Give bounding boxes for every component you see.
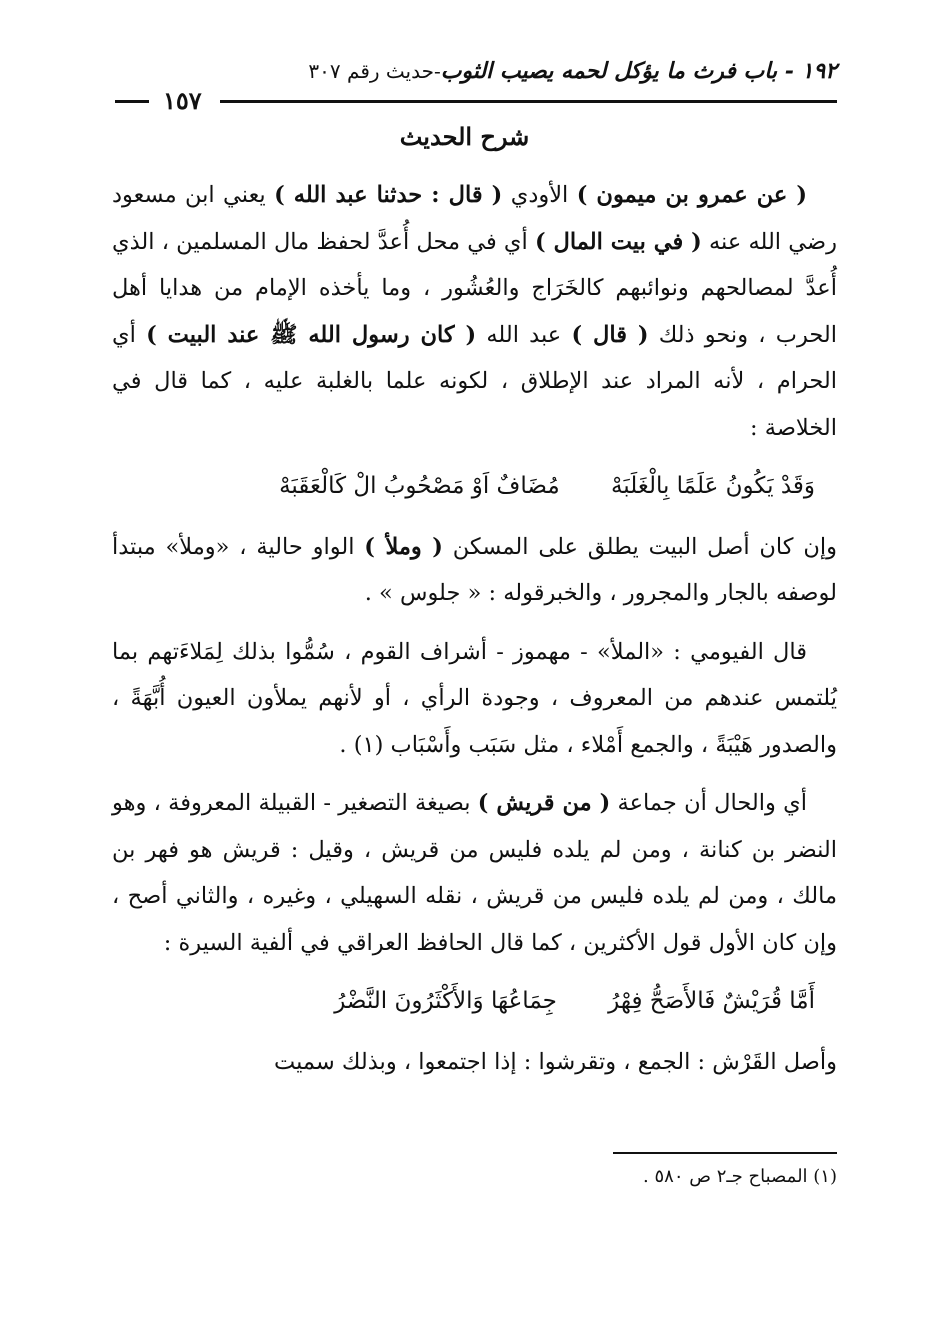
verse-2-first-hemistich: أَمَّا قُرَيْشٌ فَالأَصَحُّ فِهْرُ (608, 988, 815, 1014)
text-segment: وإن كان أصل البيت يطلق على المسكن (442, 533, 837, 560)
text-segment: عبد الله (476, 321, 572, 348)
text-segment: أي في محل أُعدَّ لحفظ مال المسلمين ، الذي أُعدَّ لمصالحهم ونوائبهم كالخَرَاج والعُشُور ، وما يأخذه الإمام من هدايا أهل الحرب ، ونحو ذلك (112, 228, 837, 348)
bold-segment: ( من قريش ) (477, 790, 611, 816)
bold-segment: ( قال ) (571, 321, 649, 348)
section-title: شرح الحديث (399, 122, 530, 151)
verse-2-second-hemistich: جِمَاعُهَا وَالأَكْثَرُونَ النَّضْرُ (334, 988, 557, 1014)
hadith-reference: -حديث رقم ٣٠٧ (308, 59, 441, 83)
chapter-title-text: ١٩٢ - باب فرث ما يؤكل لحمه يصيب الثوب (440, 58, 837, 84)
bold-segment: ( كان رسول الله ﷺ عند البيت ) (146, 321, 477, 348)
chapter-title (308, 58, 837, 84)
text-segment: وأصل القَرْش : الجمع ، وتقرشوا : إذا اجتمعوا ، وبذلك سميت (274, 1048, 837, 1075)
header-rule (220, 100, 837, 103)
footnote-rule (613, 1152, 837, 1154)
page-number: ١٥٧ (155, 86, 210, 115)
paragraph-5 (112, 1039, 837, 1086)
verse-2 (112, 978, 837, 1025)
paragraph-2 (112, 524, 837, 617)
verse-1-second-hemistich: مُضَافٌ اَوْ مَصْحُوبُ الْ كَالْعَقَبَهْ (279, 473, 560, 499)
text-segment: بصيغة التصغير - القبيلة المعروفة ، وهو النضر بن كنانة ، ومن لم يلده فليس من قريش ، وقيل : قريش هو فهر بن مالك ، ومن لم يلده فليس من قريش ، نقله السهيلي ، وغيره ، والثاني أصح ، وإن كان الأول قول الأكثرين ، كما قال الحافظ العراقي في ألفية السيرة : (112, 790, 837, 956)
page-number-dash (115, 100, 149, 103)
bold-segment: ( في بيت المال ) (534, 228, 702, 255)
bold-segment: ( عن عمرو بن ميمون ) (576, 182, 807, 208)
text-segment: قال الفيومي : «الملأ» - مهموز - أشراف القوم ، سُمُّوا بذلك لِمَلاءَتهم بما يُلتمس عندهم من المعروف ، وجودة الرأي ، أو لأنهم يملأون العيون أُبَّهَةً ، والصدور هَيْبَةً ، والجمع أَمْلاء ، مثل سَبَب وأَسْبَاب (١) . (112, 638, 837, 758)
text-segment: الأودي (502, 182, 577, 208)
text-segment: الواو حالية ، «وملأ» مبتدأ لوصفه بالجار والمجرور ، والخبرقوله : « جلوس » . (112, 533, 837, 606)
bold-segment: ( قال : حدثنا عبد الله ) (274, 182, 503, 208)
text-segment: أي الحرام ، لأنه المراد عند الإطلاق ، لكونه علما بالغلبة عليه ، كما قال في الخلاصة : (112, 321, 837, 441)
bold-segment: ( وملأ ) (364, 533, 443, 560)
commentary-body (112, 172, 837, 1097)
verse-1-first-hemistich: وَقَدْ يَكُونُ عَلَمًا بِالْغَلَبَهْ (610, 473, 815, 499)
paragraph-3 (112, 629, 837, 769)
paragraph-1 (112, 172, 837, 451)
footnote: (١) المصباح جـ٢ ص ٥٨٠ . (643, 1166, 837, 1187)
text-segment: أي والحال أن جماعة (610, 790, 807, 816)
running-header (115, 58, 837, 115)
paragraph-4 (112, 780, 837, 966)
text-segment: يعني ابن مسعود رضي الله عنه (112, 182, 837, 255)
verse-1 (112, 463, 837, 510)
